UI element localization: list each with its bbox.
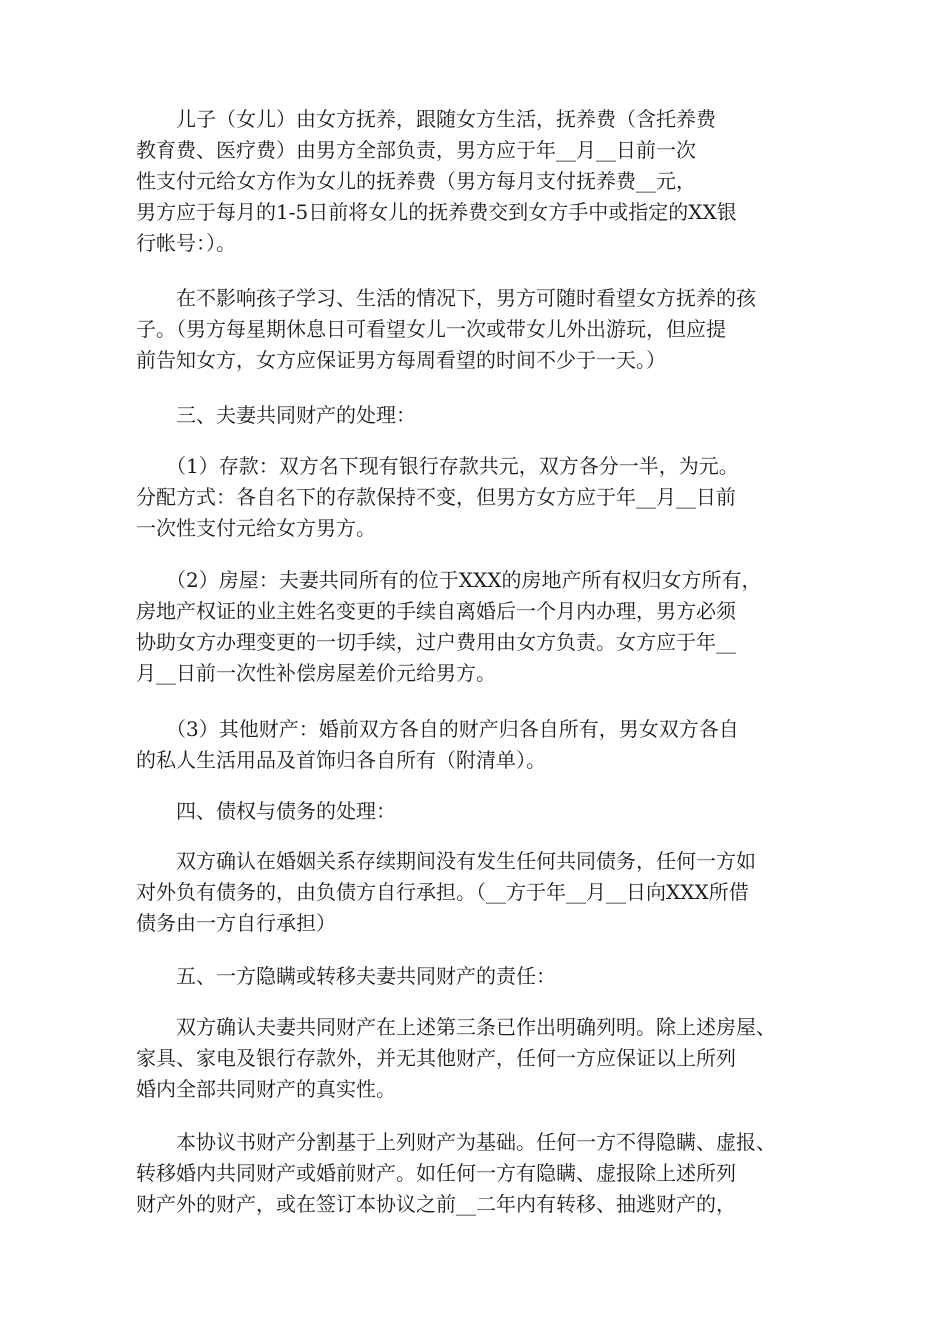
paragraph-other-property: [136, 714, 826, 776]
paragraph-property-confirmation: [136, 1012, 826, 1105]
text-line: 的私人生活用品及首饰归各自所有（附清单）。: [136, 748, 546, 772]
text-line: 家具、家电及银行存款外，并无其他财产，任何一方应保证以上所列: [136, 1046, 736, 1070]
text-line: 前告知女方，女方应保证男方每周看望的时间不少于一天。）: [136, 348, 666, 372]
text-line: 对外负有债务的，由负债方自行承担。（__方于年__月__日向XXX所借: [136, 880, 749, 904]
paragraph-deposits: [136, 451, 826, 544]
text-line: 月__日前一次性补偿房屋差价元给男方。: [136, 661, 496, 685]
paragraph-division-basis: [136, 1127, 826, 1220]
text-line: 双方确认在婚姻关系存续期间没有发生任何共同债务，任何一方如: [136, 849, 756, 873]
text-line: 一次性支付元给女方男方。: [136, 516, 376, 540]
paragraph-child-support: [136, 104, 826, 259]
section-heading: 三、夫妻共同财产的处理：: [136, 403, 416, 427]
text-line: 婚内全部共同财产的真实性。: [136, 1077, 396, 1101]
text-line: 性支付元给女方作为女儿的抚养费（男方每月支付抚养费__元，: [136, 169, 696, 193]
text-line: 男方应于每月的1-5日前将女儿的抚养费交到女方手中或指定的XX银: [136, 200, 737, 224]
section-heading: 五、一方隐瞒或转移夫妻共同财产的责任：: [136, 964, 556, 988]
paragraph-debts: [136, 846, 826, 939]
text-line: 在不影响孩子学习、生活的情况下，男方可随时看望女方抚养的孩: [136, 286, 756, 310]
text-line: 儿子（女儿）由女方抚养，跟随女方生活，抚养费（含托养费: [136, 107, 716, 131]
text-line: 教育费、医疗费）由男方全部负责，男方应于年__月__日前一次: [136, 138, 696, 162]
text-line: 转移婚内共同财产或婚前财产。如任何一方有隐瞒、虚报除上述所列: [136, 1161, 736, 1185]
text-line: 债务由一方自行承担）: [136, 911, 336, 935]
text-line: 本协议书财产分割基于上列财产为基础。任何一方不得隐瞒、虚报、: [136, 1130, 776, 1154]
text-line: （2）房屋：夫妻共同所有的位于XXX的房地产所有权归女方所有，: [136, 568, 762, 592]
text-line: 双方确认夫妻共同财产在上述第三条已作出明确列明。除上述房屋、: [136, 1015, 776, 1039]
text-line: 行帐号：）。: [136, 231, 236, 255]
text-line: 房地产权证的业主姓名变更的手续自离婚后一个月内办理，男方必须: [136, 599, 736, 623]
section-heading-concealment: [136, 961, 826, 992]
paragraph-visitation: [136, 283, 826, 376]
text-line: 子。（男方每星期休息日可看望女儿一次或带女儿外出游玩，但应提: [136, 317, 726, 341]
text-line: 分配方式：各自名下的存款保持不变，但男方女方应于年__月__日前: [136, 485, 736, 509]
section-heading: 四、债权与债务的处理：: [136, 799, 396, 823]
section-heading-joint-property: [136, 400, 826, 431]
text-line: 财产外的财产，或在签订本协议之前__二年内有转移、抽逃财产的，: [136, 1192, 736, 1216]
section-heading-debts: [136, 796, 826, 827]
text-line: 协助女方办理变更的一切手续，过户费用由女方负责。女方应于年__: [136, 630, 736, 654]
text-line: （3）其他财产：婚前双方各自的财产归各自所有，男女双方各自: [136, 717, 739, 741]
paragraph-house: [136, 565, 826, 689]
text-line: （1）存款：双方名下现有银行存款共元，双方各分一半，为元。: [136, 454, 739, 478]
